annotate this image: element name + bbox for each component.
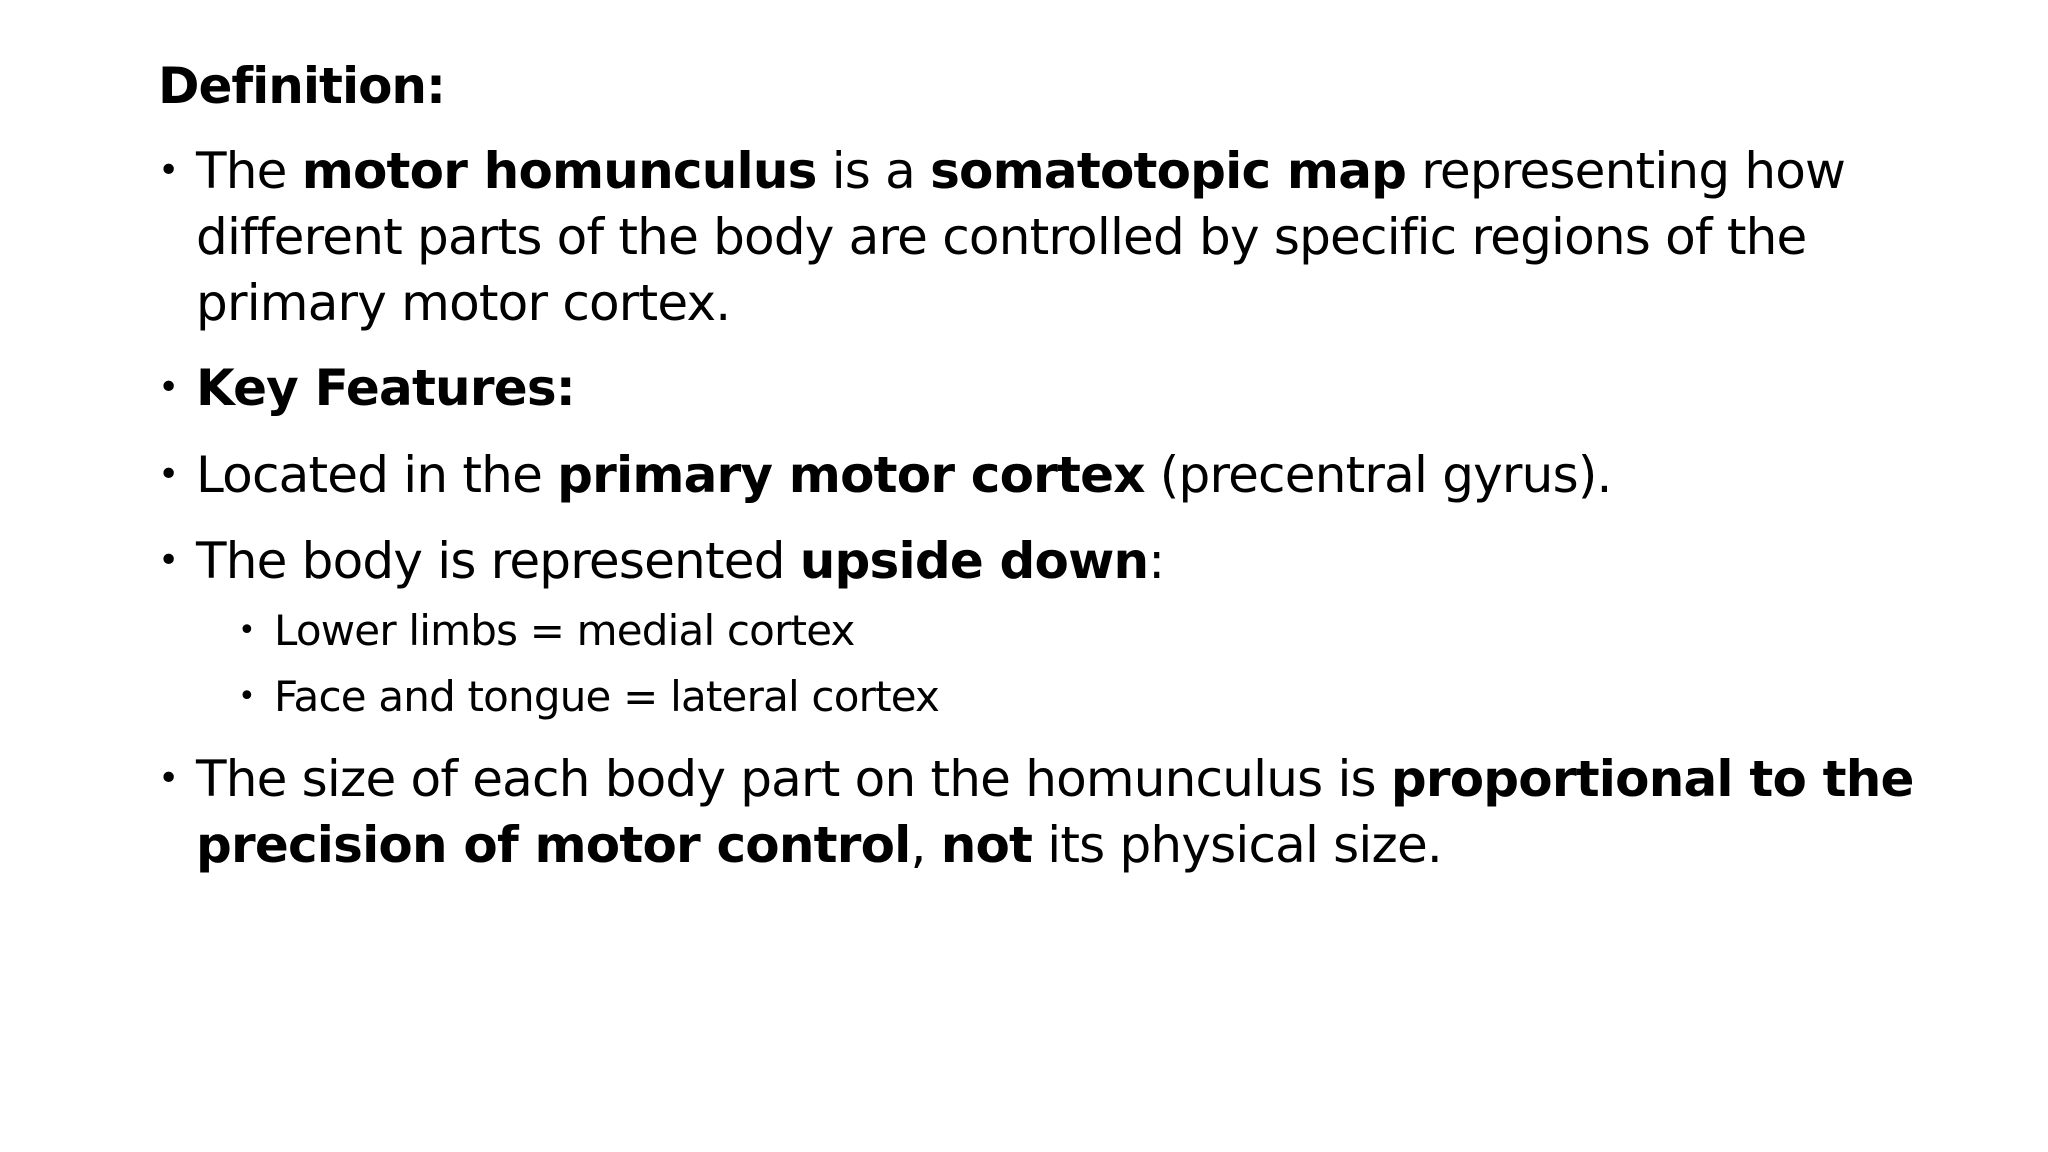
text-span: representing how [1406, 142, 1846, 200]
bold-term-precision: precision of motor control [196, 816, 911, 874]
bold-term-upside-down: upside down [799, 532, 1149, 590]
bullet-dot: • [158, 367, 179, 408]
bold-term-proportional: proportional to the [1390, 750, 1914, 808]
bullet-dot: • [158, 454, 179, 495]
bullet-upside-down [158, 528, 1164, 594]
text-span: , [910, 816, 941, 874]
size-line-1 [196, 746, 1918, 812]
bullet-size [158, 746, 1918, 878]
bullet-located [158, 442, 1612, 508]
sub-bullet-face-tongue [238, 670, 939, 724]
definition-line-1 [196, 138, 1878, 204]
bullet-definition [158, 138, 1878, 336]
bold-key-features: Key Features: [196, 359, 575, 417]
bullet-dot: • [158, 150, 179, 191]
bullet-upside-down-text [196, 528, 1164, 594]
text-span: is a [816, 142, 931, 200]
sub-bullet-lower-limbs-text: Lower limbs = medial cortex [274, 606, 855, 655]
bullet-dot: • [158, 540, 179, 581]
size-line-2 [196, 812, 1918, 878]
sub-bullet-lower-limbs [238, 604, 855, 658]
text-span: The [196, 142, 302, 200]
bold-term-motor-homunculus: motor homunculus [301, 142, 817, 200]
bullet-located-text [196, 442, 1612, 508]
text-span: : [1148, 532, 1165, 590]
definition-line-3: primary motor cortex. [196, 274, 731, 332]
text-span: (precentral gyrus). [1144, 446, 1612, 504]
bullet-definition-text [196, 138, 1878, 336]
text-span: The body is represented [196, 532, 800, 590]
slide-heading: Definition: [158, 57, 446, 115]
sub-bullet-dot: • [238, 613, 255, 648]
bullet-dot: • [158, 758, 179, 799]
text-span: its physical size. [1032, 816, 1443, 874]
bullet-size-text [196, 746, 1918, 878]
bold-term-not: not [940, 816, 1033, 874]
text-span: The size of each body part on the homunculus is [196, 750, 1391, 808]
bullet-key-features-text [196, 355, 575, 421]
text-span: Located in the [196, 446, 558, 504]
sub-bullet-dot: • [238, 679, 255, 714]
bold-term-somatotopic-map: somatotopic map [930, 142, 1407, 200]
definition-line-2: different parts of the body are controlled by specific regions of the [196, 208, 1807, 266]
sub-bullet-face-tongue-text: Face and tongue = lateral cortex [274, 672, 940, 721]
bold-term-primary-motor-cortex: primary motor cortex [557, 446, 1145, 504]
bullet-key-features [158, 355, 575, 421]
